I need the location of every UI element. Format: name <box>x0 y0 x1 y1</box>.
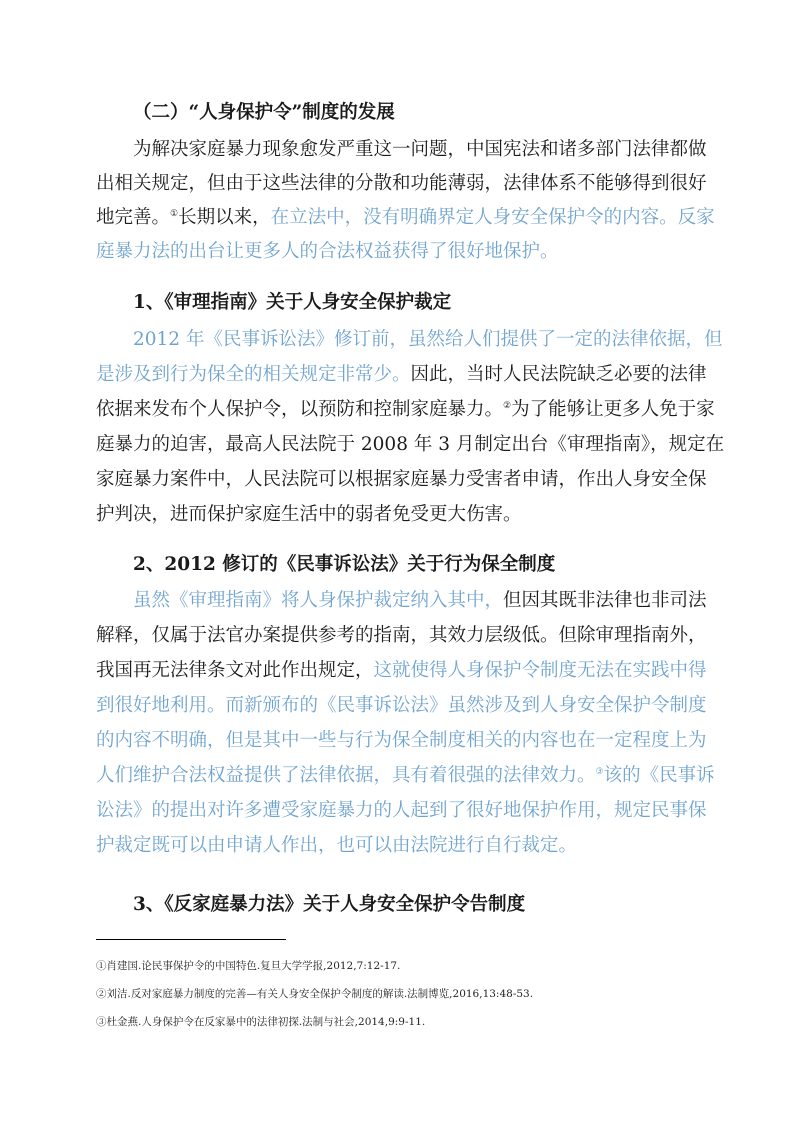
highlighted-text: 2012 年《民事诉讼法》修订前，虽然给人们提供了一定的法律依据，但 <box>133 329 723 350</box>
text-line: 解释，仅属于法官办案提供参考的指南，其效力层级低。但除审理指南外， <box>96 625 707 646</box>
highlighted-text: 人们维护合法权益提供了法律依据，具有着很强的法律效力。 <box>96 765 596 786</box>
highlighted-text: 是涉及到行为保全的相关规定非常少。 <box>96 364 411 385</box>
highlighted-text: 该的《民事诉 <box>603 765 715 786</box>
text-line: 庭暴力的迫害，最高人民法院于 2008 年 3 月制定出台《审理指南》，规定在 <box>96 434 725 455</box>
text-line: 出相关规定，但由于这些法律的分散和功能薄弱，法律体系不能够得到很好 <box>96 173 707 194</box>
highlighted-text: 讼法》的提出对许多遭受家庭暴力的人起到了很好地保护作用，规定民事保 <box>96 800 707 821</box>
text-span: 为了能够让更多人免于家 <box>511 399 715 420</box>
text-span: 依据来发布个人保护令，以预防和控制家庭暴力。 <box>96 399 504 420</box>
highlighted-text: 护裁定既可以由申请人作出，也可以由法院进行自行裁定。 <box>96 835 578 856</box>
footnote-1: ①肖建国.论民事保护令的中国特色.复旦大学学报,2012,7:12-17. <box>96 960 401 972</box>
highlighted-text: 到很好地利用。而新颁布的《民事诉讼法》虽然涉及到人身安全保护令制度 <box>96 695 707 716</box>
text-line <box>96 654 707 688</box>
footnote-ref: ③ <box>595 767 604 777</box>
subsection-heading: 1、《审理指南》关于人身安全保护裁定 <box>133 292 452 313</box>
text-span: 因此，当时人民法院缺乏必要的法律 <box>410 364 707 385</box>
text-span: 但因其既非法律也非司法 <box>503 590 707 611</box>
text-line <box>96 393 715 427</box>
text-span: 地完善。 <box>96 207 171 228</box>
highlighted-text: 的内容不明确，但是其中一些与行为保全制度相关的内容也在一定程度上为 <box>96 730 707 751</box>
footnote-3: ③杜金燕.人身保护令在反家暴中的法律初探.法制与社会,2014,9:9-11. <box>96 1016 426 1028</box>
footnote-2: ②刘洁.反对家庭暴力制度的完善—有关人身安全保护令制度的解读.法制博览,2016,13:48-53. <box>96 988 534 1000</box>
text-line <box>96 759 715 793</box>
text-line: 为解决家庭暴力现象愈发严重这一问题，中国宪法和诸多部门法律都做 <box>133 139 707 160</box>
text-line: 护判决，进而保护家庭生活中的弱者免受更大伤害。 <box>96 504 522 525</box>
highlighted-text: 虽然《审理指南》将人身保护裁定纳入其中， <box>133 590 504 611</box>
text-span: 长期以来， <box>178 207 271 228</box>
footnote-divider <box>96 939 286 940</box>
text-line <box>133 584 707 618</box>
text-line <box>96 358 707 392</box>
subsection-heading: 3、《反家庭暴力法》关于人身安全保护令告制度 <box>133 894 526 915</box>
footnote-ref: ① <box>170 209 179 219</box>
text-span: 我国再无法律条文对此作出规定， <box>96 660 374 681</box>
footnote-ref: ② <box>503 401 512 411</box>
text-line <box>96 201 715 235</box>
highlighted-text: 庭暴力法的出台让更多人的合法权益获得了很好地保护。 <box>96 241 559 262</box>
subsection-heading: 2、2012 修订的《民事诉讼法》关于行为保全制度 <box>133 554 556 575</box>
text-line: 家庭暴力案件中，人民法院可以根据家庭暴力受害者申请，作出人身安全保 <box>96 469 707 490</box>
highlighted-text: 这就使得人身保护令制度无法在实践中得 <box>373 660 707 681</box>
highlighted-text: 在立法中，没有明确界定人身安全保护令的内容。反家 <box>270 207 715 228</box>
section-heading: （二）“人身保护令”制度的发展 <box>133 102 395 123</box>
